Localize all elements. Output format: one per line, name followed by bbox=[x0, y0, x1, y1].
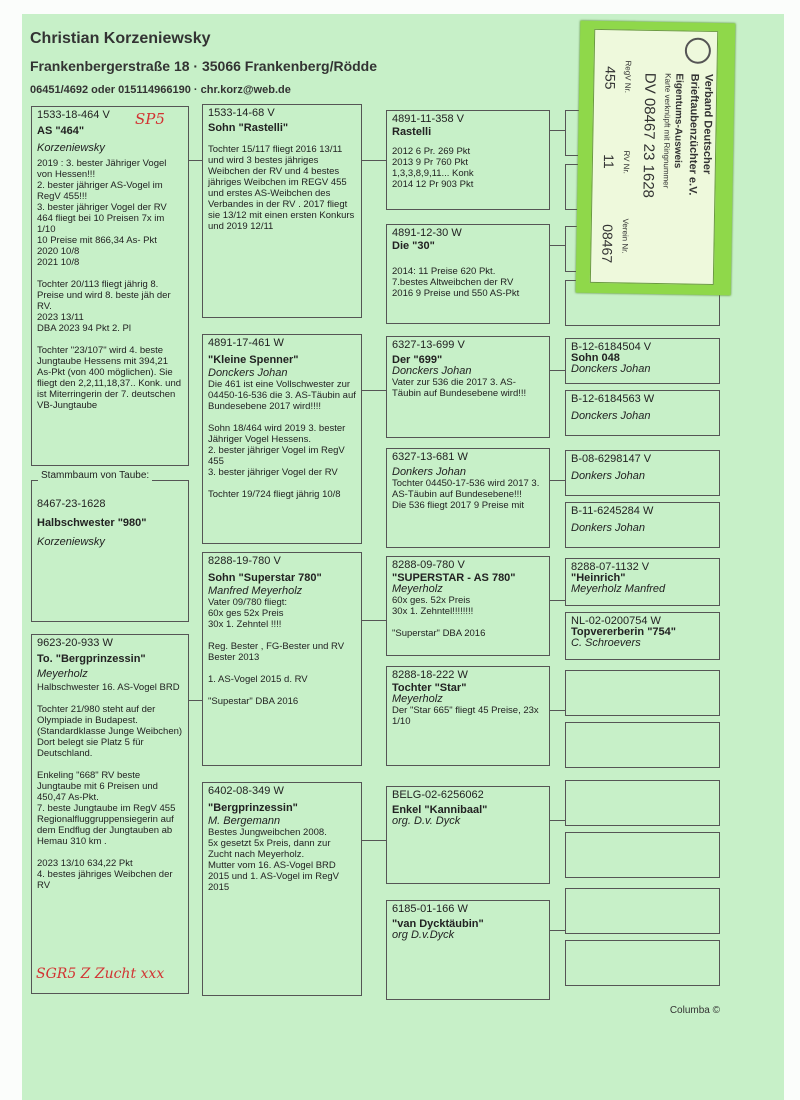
gen4-name: "Heinrich" bbox=[571, 572, 626, 584]
handwritten-sgr5: SGR5 Z Zucht xxx bbox=[36, 966, 165, 982]
gen3-name: Die "30" bbox=[392, 240, 435, 252]
gen4-ring: B-08-6298147 V bbox=[571, 453, 652, 465]
gen2-name: "Kleine Spenner" bbox=[208, 354, 299, 366]
dam-breeder: Meyerholz bbox=[37, 668, 88, 680]
gen4-ring: B-12-6184563 W bbox=[571, 393, 655, 405]
gen2-notes: Die 461 ist eine Vollschwester zur 04450-16-536 die 3. AS-Täubin auf Bundesebene 2017 wird!!!! Sohn 18/464 wird 2019 3. bester Jähriger Vogel Hessens. 2. bester jähriger Vogel im RegV 455 3. bester jähriger Vogel der RV Tochter 19/724 fliegt jährig 10/8 bbox=[208, 379, 356, 500]
gen4-box bbox=[565, 338, 720, 384]
gen3-breeder: Meyerholz bbox=[392, 583, 443, 595]
gen3-box bbox=[386, 110, 550, 210]
gen2-box bbox=[202, 334, 362, 544]
breeder-address: Frankenbergerstraße 18 · 35066 Frankenberg/Rödde bbox=[30, 58, 378, 74]
subject-breeder: Korzeniewsky bbox=[37, 142, 105, 154]
gen4-breeder: C. Schroevers bbox=[571, 637, 641, 649]
gen3-breeder: org D.v.Dyck bbox=[392, 929, 455, 941]
gen3-ring: BELG-02-6256062 bbox=[392, 789, 484, 801]
gen3-ring: 6327-13-681 W bbox=[392, 451, 468, 463]
ownership-card-inner bbox=[590, 29, 718, 285]
gen3-ring: 4891-11-358 V bbox=[392, 113, 464, 125]
gen2-ring: 6402-08-349 W bbox=[208, 785, 284, 797]
gen3-box bbox=[386, 224, 550, 324]
card-rv-label: RV Nr. bbox=[621, 150, 632, 174]
stammbaum-label: Stammbaum von Taube: bbox=[38, 470, 152, 481]
stammbaum-ring: 8467-23-1628 bbox=[37, 498, 106, 510]
gen3-notes: 2012 6 Pr. 269 Pkt 2013 9 Pr 760 Pkt 1,3,3,8,9,11... Konk 2014 12 Pr 903 Pkt bbox=[392, 146, 474, 190]
gen3-ring: 4891-12-30 W bbox=[392, 227, 462, 239]
gen3-name: "SUPERSTAR - AS 780" bbox=[392, 572, 516, 584]
gen4-box bbox=[565, 670, 720, 716]
verband-logo-icon bbox=[685, 37, 711, 63]
gen2-breeder: Manfred Meyerholz bbox=[208, 585, 303, 597]
card-subtitle: Eigentums-Ausweis bbox=[671, 73, 685, 169]
gen4-box bbox=[565, 832, 720, 878]
gen4-breeder: Donckers Johan bbox=[571, 363, 651, 375]
gen2-notes: Tochter 15/117 fliegt 2016 13/11 und wird 3 bestes jähriges Weibchen der RV und 4 bestes jähriges Weibchen im REGV 455 und erstes AS-Weibchen des Verbandes in der RV . 2017 fliegt sie 13/12 mit einen ersten Konkurs und 2019 12/11 bbox=[208, 144, 355, 232]
breeder-contact: 06451/4692 oder 015114966190 · chr.korz@web.de bbox=[30, 84, 291, 96]
card-regv-label: RegV Nr. bbox=[623, 60, 633, 94]
gen3-name: Der "699" bbox=[392, 354, 443, 366]
gen4-breeder: Meyerholz Manfred bbox=[571, 583, 666, 595]
gen2-breeder: M. Bergemann bbox=[208, 815, 281, 827]
stammbaum-box bbox=[31, 480, 189, 622]
gen4-ring: 8288-07-1132 V bbox=[571, 561, 650, 573]
gen3-ring: 8288-09-780 V bbox=[392, 559, 465, 571]
gen4-ring: B-11-6245284 W bbox=[571, 505, 654, 517]
gen3-notes: 60x ges. 52x Preis 30x 1. Zehntel!!!!!!!! "Superstar" DBA 2016 bbox=[392, 595, 486, 639]
card-title2: Brieftaubenzüchter e.V. bbox=[686, 73, 701, 196]
gen3-box bbox=[386, 786, 550, 884]
gen3-name: Rastelli bbox=[392, 126, 432, 138]
gen4-name: Sohn 048 bbox=[571, 352, 620, 364]
gen4-box bbox=[565, 390, 720, 436]
gen4-box bbox=[565, 502, 720, 548]
subject-box bbox=[31, 106, 189, 466]
dam-name: To. "Bergprinzessin" bbox=[37, 653, 146, 665]
card-ring-number: DV 08467 23 1628 bbox=[639, 72, 659, 199]
gen4-box bbox=[565, 940, 720, 986]
dam-box bbox=[31, 634, 189, 994]
footer-brand: Columba © bbox=[669, 1005, 720, 1016]
gen4-box bbox=[565, 450, 720, 496]
gen2-name: Sohn "Rastelli" bbox=[208, 122, 289, 134]
card-subtitle2: Karte verknüpft mit Ringnummer bbox=[661, 73, 673, 189]
dam-ring: 9623-20-933 W bbox=[37, 637, 113, 649]
gen3-box bbox=[386, 666, 550, 766]
gen3-breeder: org. D.v. Dyck bbox=[392, 815, 461, 827]
gen3-ring: 8288-18-222 W bbox=[392, 669, 468, 681]
gen2-notes: Vater 09/780 fliegt: 60x ges 52x Preis 30x 1. Zehntel !!!! Reg. Bester , FG-Bester und RV Bester 2013 1. AS-Vogel 2015 d. RV "Supestar" DBA 2016 bbox=[208, 597, 345, 707]
gen4-breeder: Donckers Johan bbox=[571, 410, 651, 422]
ownership-card bbox=[576, 21, 736, 296]
subject-ring: 1533-18-464 V bbox=[37, 109, 110, 121]
gen2-ring: 8288-19-780 V bbox=[208, 555, 281, 567]
gen3-breeder: Meyerholz bbox=[392, 693, 443, 705]
gen2-notes: Bestes Jungweibchen 2008. 5x gesetzt 5x Preis, dann zur Zucht nach Meyerholz. Mutter vom 16. AS-Vogel BRD 2015 und 1. AS-Vogel im RegV 2015 bbox=[208, 827, 339, 893]
gen3-notes: Tochter 04450-17-536 wird 2017 3. AS-Täubin auf Bundesebene!!! Die 536 fliegt 2017 9 Preise mit bbox=[392, 478, 540, 511]
gen3-box bbox=[386, 336, 550, 438]
gen2-breeder: Donckers Johan bbox=[208, 367, 288, 379]
gen4-ring: B-12-6184504 V bbox=[571, 341, 652, 353]
gen2-name: Sohn "Superstar 780" bbox=[208, 572, 322, 584]
gen3-breeder: Donckers Johan bbox=[392, 365, 472, 377]
gen3-box bbox=[386, 448, 550, 548]
stammbaum-breeder: Korzeniewsky bbox=[37, 536, 105, 548]
gen4-name: Topvererberin "754" bbox=[571, 626, 676, 638]
gen3-name: "van Dycktäubin" bbox=[392, 918, 484, 930]
gen2-box bbox=[202, 104, 362, 318]
dam-notes: Halbschwester 16. AS-Vogel BRD Tochter 21/980 steht auf der Olympiade in Budapest. (Standardklasse Junge Weibchen) Dort belegt sie Platz 5 für Deutschland. Enkeling "668" RV beste Jungtaube mit 6 Preisen und 450,47 As-Pkt. 7. beste Jungtaube im RegV 455 Regionalfluggruppensiegerin auf dem Endflug der Jungtauben ab Hemau 310 km . 2023 13/10 634,22 Pkt 4. bestes jähriges Weibchen der RV bbox=[37, 682, 183, 891]
handwritten-sp5: SP5 bbox=[135, 110, 165, 128]
gen4-breeder: Donkers Johan bbox=[571, 470, 645, 482]
stammbaum-name: Halbschwester "980" bbox=[37, 517, 147, 529]
card-regv-value: 455 bbox=[602, 66, 619, 90]
gen4-box bbox=[565, 780, 720, 826]
gen3-box bbox=[386, 900, 550, 1000]
gen4-box bbox=[565, 612, 720, 660]
card-rv-value: 11 bbox=[600, 154, 618, 169]
gen4-box bbox=[565, 888, 720, 934]
gen4-ring: NL-02-0200754 W bbox=[571, 615, 661, 627]
gen3-ring: 6185-01-166 W bbox=[392, 903, 468, 915]
subject-name: AS "464" bbox=[37, 125, 85, 137]
gen2-box bbox=[202, 552, 362, 766]
gen3-box bbox=[386, 556, 550, 656]
gen3-notes: Vater zur 536 die 2017 3. AS-Täubin auf Bundesebene wird!!! bbox=[392, 377, 527, 399]
gen2-ring: 4891-17-461 W bbox=[208, 337, 284, 349]
breeder-name: Christian Korzeniewsky bbox=[30, 30, 211, 47]
card-verein-label: Verein Nr. bbox=[620, 218, 630, 254]
gen2-box bbox=[202, 782, 362, 996]
gen3-name: Enkel "Kannibaal" bbox=[392, 804, 488, 816]
gen3-breeder: Donkers Johan bbox=[392, 466, 466, 478]
gen3-name: Tochter "Star" bbox=[392, 682, 467, 694]
gen4-box bbox=[565, 722, 720, 768]
card-title: Verband Deutscher bbox=[700, 73, 715, 175]
gen2-ring: 1533-14-68 V bbox=[208, 107, 275, 119]
gen3-notes: Der "Star 665" fliegt 45 Preise, 23x 1/10 bbox=[392, 705, 539, 727]
gen4-box bbox=[565, 558, 720, 606]
card-verein-value: 08467 bbox=[599, 224, 616, 264]
gen3-ring: 6327-13-699 V bbox=[392, 339, 465, 351]
gen4-breeder: Donkers Johan bbox=[571, 522, 645, 534]
subject-notes: 2019 : 3. bester Jähriger Vogel von Hessen!!! 2. bester jähriger AS-Vogel im RegV 455!!! 3. bester jähriger Vogel der RV 464 fliegt bei 10 Preisen 7x im 1/10 10 Preise mit 866,34 As- Pkt 2020 10/8 2021 10/8 Tochter 20/113 fliegt jährig 8. Preise und wird 8. beste jäh der RV. 2023 13/11 DBA 2023 94 Pkt 2. Pl Tochter "23/107" wird 4. beste Jungtaube Hessens mit 394,21 As-Pkt (von 400 möglichen). Sie fliegt den 2,2,11,18,37.. Konk. und ist Miterringerin der 7. deutschen VB-Jungtaube bbox=[37, 158, 182, 411]
gen2-name: "Bergprinzessin" bbox=[208, 802, 298, 814]
gen3-notes: 2014: 11 Preise 620 Pkt. 7.bestes Altweibchen der RV 2016 9 Preise und 550 AS-Pkt bbox=[392, 266, 520, 299]
